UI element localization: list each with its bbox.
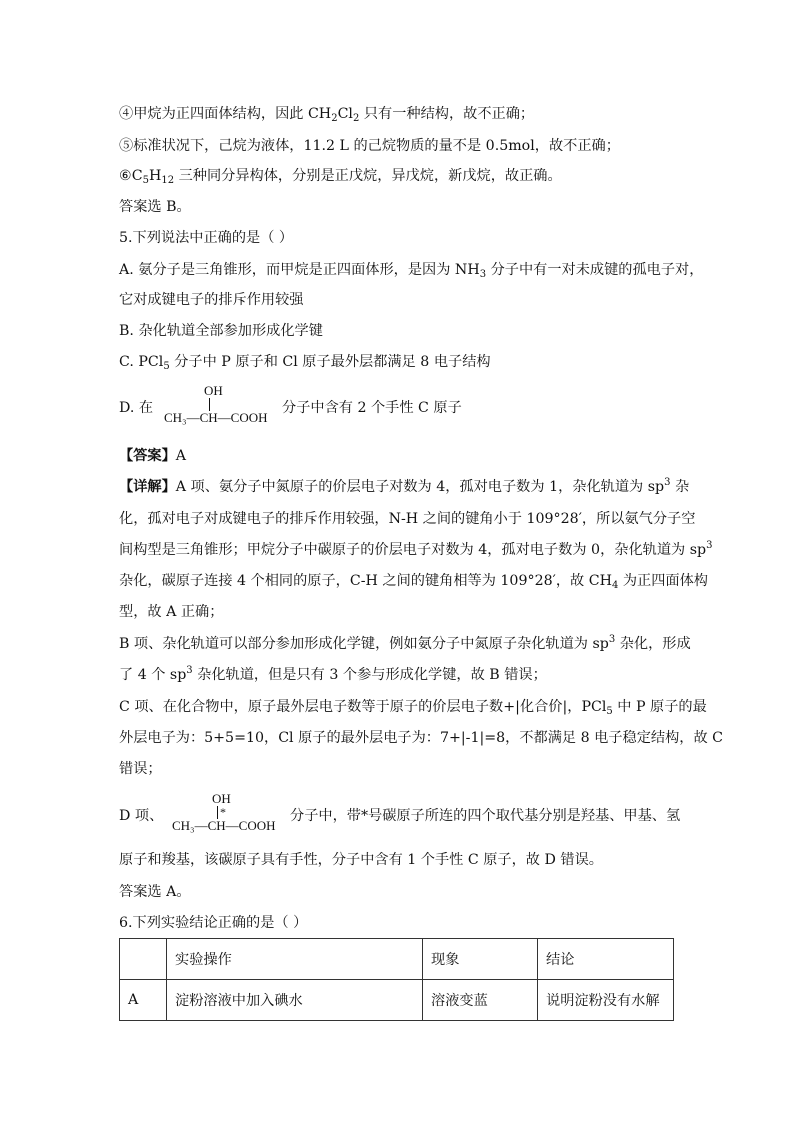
table-cell: A [120,980,167,1021]
q5-option-d-suffix: 分子中含有 2 个手性 C 原子 [282,400,462,416]
table-row [120,980,674,1021]
answer-line-b: 答案选 B。 [119,199,191,215]
q5-option-b: B. 杂化轨道全部参加形成化学键 [119,323,323,339]
chiral-star-mark: * [220,805,226,819]
line-methane: ④甲烷为正四面体结构，因此 $CH_2Cl_2$ 只有一种结构，故不正确； [119,106,535,124]
detail-line-10: 错误； [119,761,162,777]
line-hexane: ⑤标准状况下，己烷为液体，11.2 L 的己烷物质的量不是 0.5mol，故不正确； [119,138,620,154]
detail-line-7: 了 4 个 $sp^3$ 杂化轨道，但是只有 3 个参与形成化学键，故 B 错误； [119,665,547,683]
q5-option-d-prefix: D. 在 [119,400,154,416]
detail-line-3: 间构型是三角锥形；甲烷分子中碳原子的价层电子对数为 4，孤对电子数为 0，杂化轨道为 $sp^3$ [119,540,713,558]
line-pentane: $⑥C_5H_{12}$ 三种同分异构体，分别是正戊烷，异戊烷，新戊烷，故正确。 [119,168,562,186]
table-cell: 说明淀粉没有水解 [538,980,674,1021]
carbon-chain: CH₃—CH—COOH [164,410,268,425]
table-header-cell: 现象 [423,939,538,980]
q5-option-c: C. PCl$_5$ 分子中 P 原子和 Cl 原子最外层都满足 8 电子结构 [119,354,491,372]
detail-line-11-suffix: 分子中，带*号碳原子所连的四个取代基分别是羟基、甲基、氢 [290,808,681,824]
detail-line-2: 化，孤对电子对成键电子的排斥作用较强，N-H 之间的键角小于 109°28′，所以氨气分子空 [119,511,696,527]
detail-line-9: 外层电子为：5+5=10，Cl 原子的最外层电子为：7+|-1|=8，不都满足 8 电子稳定结构，故 C [119,730,724,746]
table-cell: 溶液变蓝 [423,980,538,1021]
table-header-cell: 实验操作 [167,939,423,980]
table-cell: 淀粉溶液中加入碘水 [167,980,423,1021]
detail-line-5: 型，故 A 正确； [119,604,224,620]
answer-line: 【答案】A [119,448,187,464]
detail-line-11-prefix: D 项、 [119,808,164,824]
detail-line-8: C 项、在化合物中，原子最外层电子数等于原子的价层电子数+|化合价|，PCl$_5$ 中 P 原子的最 [119,699,707,717]
question-6-title: 6.下列实验结论正确的是（ ） [119,915,308,931]
experiment-table [119,938,674,1021]
detail-line-4: 杂化，碳原子连接 4 个相同的原子，C-H 之间的键角相等为 109°28′，故 $CH_4$ 为正四面体构 [119,573,708,591]
detail-line-6: B 项、杂化轨道可以部分参加形成化学键，例如氨分子中氮原子杂化轨道为 $sp^3$ 杂化，形成 [119,634,691,652]
question-5-title: 5.下列说法中正确的是（ ） [119,230,294,246]
hydroxyl-label: OH [204,383,223,398]
answer-line-a: 答案选 A。 [119,884,191,900]
lactic-acid-starred-structure [172,792,292,834]
detail-line-1: 【详解】A 项、氨分子中氮原子的价层电子对数为 4，孤对电子数为 1，杂化轨道为 $sp^3$ 杂 [119,477,690,495]
detail-line-12: 原子和羧基，该碳原子具有手性，分子中含有 1 个手性 C 原子，故 D 错误。 [119,852,603,868]
hydroxyl-label: OH [212,791,231,806]
carbon-chain: CH₃—CH—COOH [172,818,276,833]
lactic-acid-structure [164,384,284,426]
table-header-cell [120,939,167,980]
q5-option-a-cont: 它对成键电子的排斥作用较强 [119,292,304,308]
table-header-row [120,939,674,980]
q5-option-a: A. 氨分子是三角锥形，而甲烷是正四面体形，是因为 $NH_3$ 分子中有一对未成键的孤电子对， [119,262,704,280]
table-header-cell: 结论 [538,939,674,980]
